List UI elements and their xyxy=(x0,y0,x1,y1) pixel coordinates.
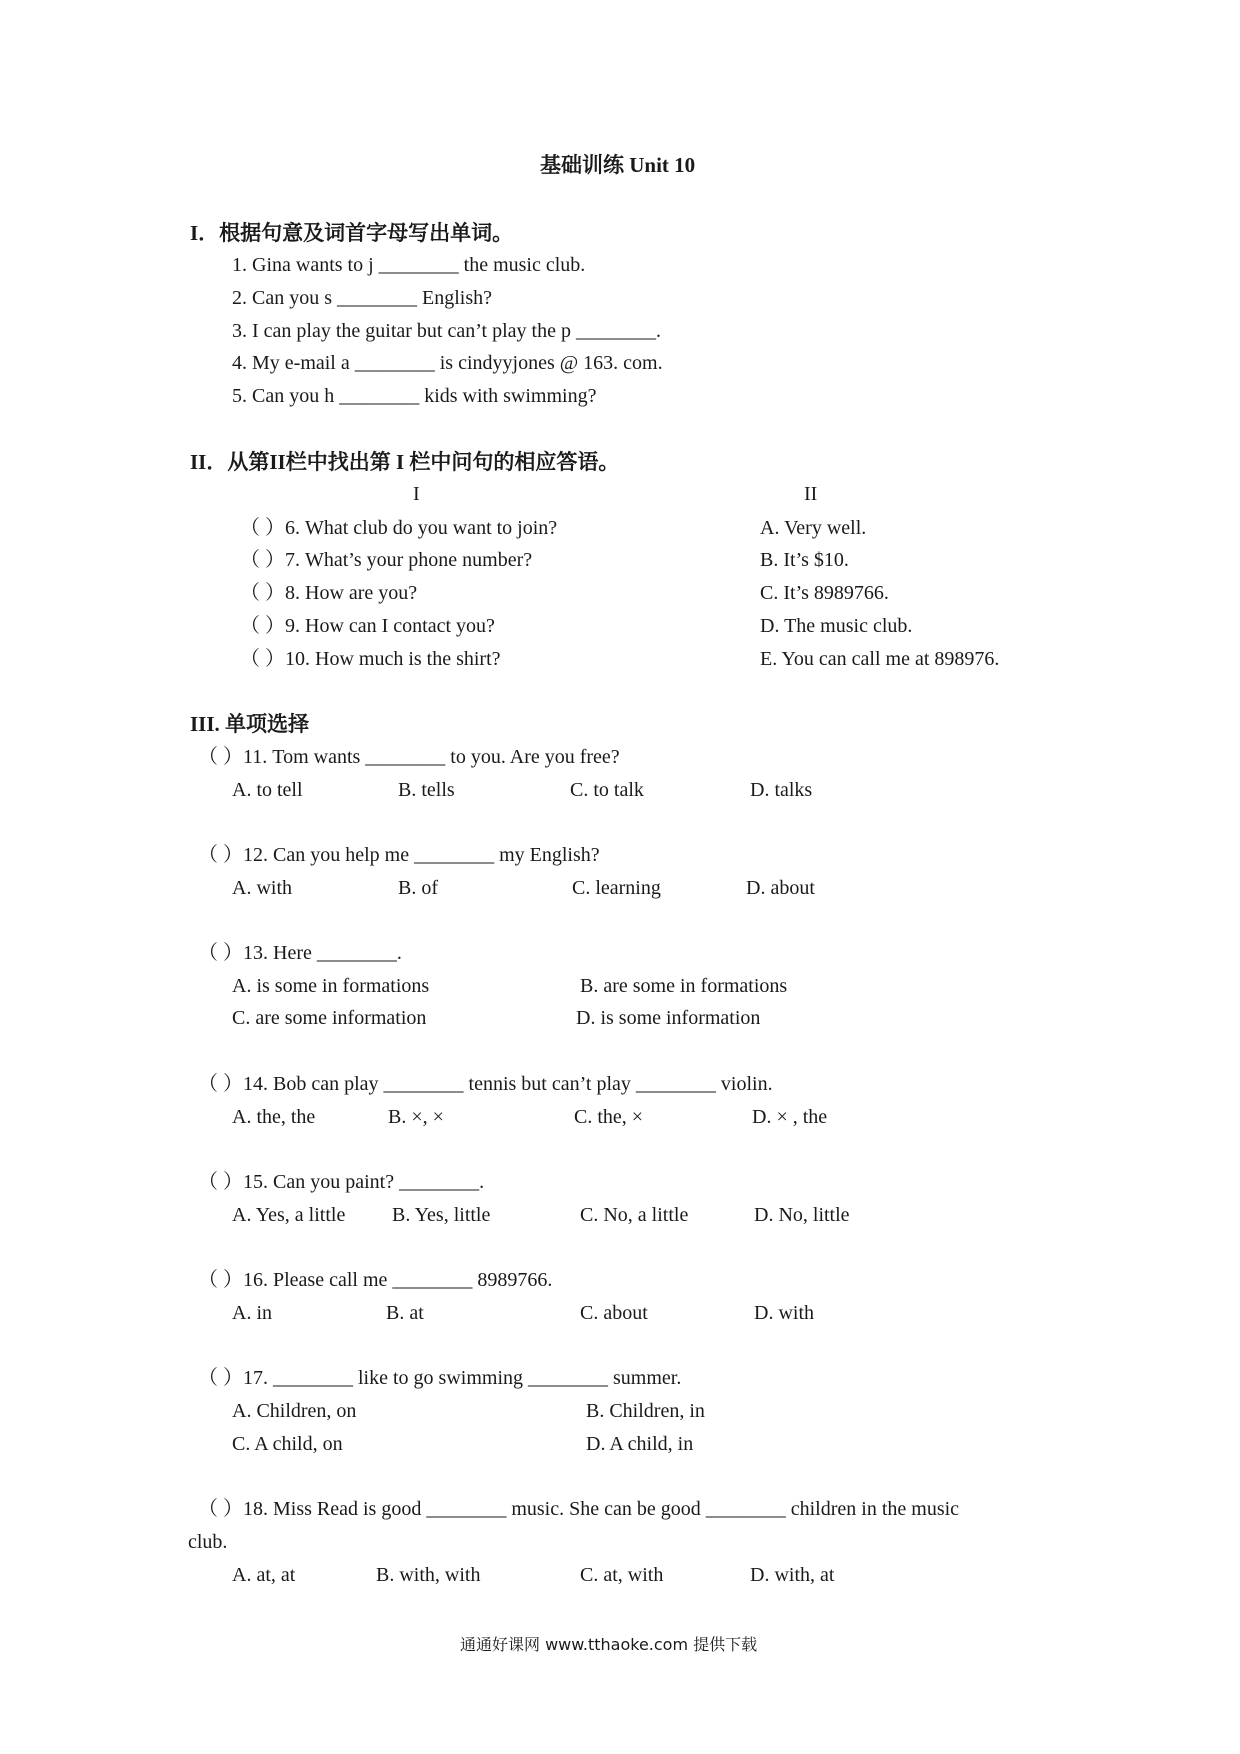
section-1-item: 1. Gina wants to j ________ the music club. xyxy=(232,254,586,276)
option-a: A. Children, on xyxy=(232,1400,357,1422)
option-d: D. with, at xyxy=(750,1564,835,1586)
question-stem: （ ）13. Here ________. xyxy=(198,942,402,964)
match-answer: A. Very well. xyxy=(760,517,867,539)
option-a: A. at, at xyxy=(232,1564,296,1586)
section-3-heading: III. 单项选择 xyxy=(190,712,310,736)
option-b: B. with, with xyxy=(376,1564,481,1586)
match-question: （ ）9. How can I contact you? xyxy=(240,615,495,637)
column-1-label: I xyxy=(413,483,420,505)
question-stem: （ ）15. Can you paint? ________. xyxy=(198,1171,485,1193)
section-1-item: 4. My e-mail a ________ is cindyyjones @ 163. com. xyxy=(232,352,663,374)
section-1-item: 2. Can you s ________ English? xyxy=(232,287,492,309)
question-stem: （ ）11. Tom wants ________ to you. Are you free? xyxy=(198,746,620,768)
question-stem: （ ）18. Miss Read is good ________ music. She can be good ________ children in the music xyxy=(198,1498,960,1520)
option-a: A. to tell xyxy=(232,779,303,801)
match-question: （ ）10. How much is the shirt? xyxy=(240,648,501,670)
option-c: C. the, × xyxy=(574,1106,644,1128)
option-b: B. tells xyxy=(398,779,455,801)
match-answer: D. The music club. xyxy=(760,615,913,637)
match-answer: C. It’s 8989766. xyxy=(760,582,889,604)
section-2-heading: II．从第II栏中找出第 I 栏中问句的相应答语。 xyxy=(190,450,620,474)
question-stem-continued: club. xyxy=(188,1531,228,1553)
option-d: D. A child, in xyxy=(586,1433,694,1455)
column-2-label: II xyxy=(804,483,818,505)
option-c: C. No, a little xyxy=(580,1204,689,1226)
option-a: A. with xyxy=(232,877,292,899)
option-a: A. Yes, a little xyxy=(232,1204,346,1226)
option-b: B. Children, in xyxy=(586,1400,705,1422)
option-b: B. at xyxy=(386,1302,424,1324)
option-a: A. is some in formations xyxy=(232,975,430,997)
option-b: B. ×, × xyxy=(388,1106,444,1128)
option-c: C. at, with xyxy=(580,1564,664,1586)
option-d: D. about xyxy=(746,877,815,899)
option-a: A. in xyxy=(232,1302,272,1324)
option-d: D. is some information xyxy=(576,1007,761,1029)
option-d: D. with xyxy=(754,1302,814,1324)
question-stem: （ ）12. Can you help me ________ my English? xyxy=(198,844,600,866)
match-answer: B. It’s $10. xyxy=(760,549,849,571)
option-d: D. No, little xyxy=(754,1204,850,1226)
section-1-heading: I．根据句意及词首字母写出单词。 xyxy=(190,221,514,245)
option-a: A. the, the xyxy=(232,1106,316,1128)
option-b: B. Yes, little xyxy=(392,1204,491,1226)
footer-text: 通通好课网 www.tthaoke.com 提供下载 xyxy=(460,1635,758,1654)
page-title: 基础训练 Unit 10 xyxy=(540,153,696,177)
section-1-item: 3. I can play the guitar but can’t play the p ________. xyxy=(232,320,661,342)
option-d: D. × , the xyxy=(752,1106,828,1128)
option-c: C. are some information xyxy=(232,1007,427,1029)
option-b: B. of xyxy=(398,877,438,899)
section-1-item: 5. Can you h ________ kids with swimming? xyxy=(232,385,597,407)
option-c: C. about xyxy=(580,1302,648,1324)
option-b: B. are some in formations xyxy=(580,975,788,997)
match-question: （ ）8. How are you? xyxy=(240,582,418,604)
option-c: C. A child, on xyxy=(232,1433,343,1455)
question-stem: （ ）16. Please call me ________ 8989766. xyxy=(198,1269,553,1291)
question-stem: （ ）14. Bob can play ________ tennis but can’t play ________ violin. xyxy=(198,1073,773,1095)
match-question: （ ）6. What club do you want to join? xyxy=(240,517,558,539)
option-c: C. to talk xyxy=(570,779,644,801)
option-d: D. talks xyxy=(750,779,813,801)
match-question: （ ）7. What’s your phone number? xyxy=(240,549,533,571)
question-stem: （ ）17. ________ like to go swimming ________ summer. xyxy=(198,1367,682,1389)
match-answer: E. You can call me at 898976. xyxy=(760,648,1000,670)
option-c: C. learning xyxy=(572,877,661,899)
